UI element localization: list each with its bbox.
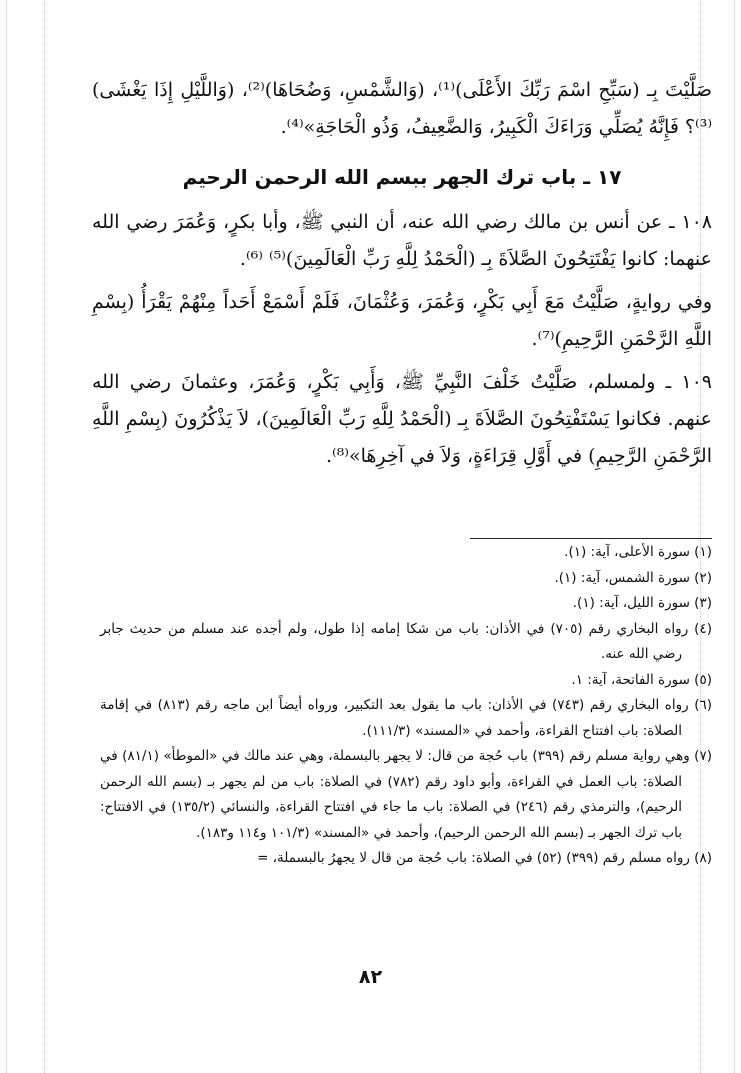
- footnote-6: (٦) رواه البخاري رقم (٧٤٣) في الأذان: باب ما يقول بعد التكبير، ورواه أيضاً ابن ماجه رقم (٨١٣) في إقامة الصلاة: باب افتتاح القراءة، وأحمد في «المسند» (١١١/٣).: [100, 697, 713, 739]
- footnote-1: (١) سورة الأعلى، آية: (١).: [564, 544, 712, 560]
- footnotes: [100, 540, 712, 872]
- hadith-108: ١٠٨ ـ عن أنس بن مالك رضي الله عنه، أن النبي ﷺ، وأبا بكرٍ، وَعُمَرَ رضي الله عنهما: كانوا يَفْتَتِحُونَ الصَّلاَةَ بِـ (الْحَمْدُ لِلَّهِ رَبِّ الْعَالَمِينَ)⁽⁵⁾ ⁽⁶⁾.: [92, 211, 712, 270]
- footnote-divider: [470, 538, 712, 539]
- footnote-4: (٤) رواه البخاري رقم (٧٠٥) في الأذان: باب من شكا إمامه إذا طول، ولم أجده عند مسلم من حديث جابر رضي الله عنه.: [100, 620, 712, 662]
- hadith-108-variant: وفي روايةٍ، صَلَّيْتُ مَعَ أَبِي بَكْرٍ، وَعُمَرَ، وَعُثْمَانَ، فَلَمْ أَسْمَعْ أَحَداً مِنْهُمْ يَقْرَأُ (بِسْمِ اللَّهِ الرَّحْمَنِ الرَّحِيمِ)⁽⁷⁾.: [92, 291, 712, 350]
- left-margin-guide: [6, 0, 7, 1073]
- continued-paragraph: صَلَّيْتَ بِـ (سَبِّحِ اسْمَ رَبِّكَ الأَعْلَى)⁽¹⁾، (وَالشَّمْسِ، وَضُحَاهَا)⁽²⁾، (وَاللَّيْلِ إِذَا يَغْشَى)⁽³⁾؟ فَإِنَّهُ يُصَلِّي وَرَاءَكَ الْكَبِيرُ، وَالضَّعِيفُ، وَذُو الْحَاجَةِ»⁽⁴⁾.: [92, 79, 712, 138]
- left-inner-margin-guide: [44, 0, 45, 1073]
- footnote-3: (٣) سورة الليل، آية: (١).: [572, 595, 712, 611]
- chapter-heading: ١٧ ـ باب ترك الجهر ببسم الله الرحمن الرحيم: [182, 165, 622, 189]
- footnote-7: (٧) وهي رواية مسلم رقم (٣٩٩) باب حُجة من قال: لا يجهر بالبسملة، وهي عند مالك في «الموطأ» (٨١/١) في الصلاة: باب العمل في القراءة، وأبو داود رقم (٧٨٢) في الصلاة: باب من لم يجهر بـ (بسم الله الرحمن الرحيم)، والترمذي رقم (٢٤٦) في الصلاة: باب ما جاء في افتتاح القراءة، والنسائي (١٣٥/٢) في الافتتاح: باب ترك الجهر بـ (بسم الله الرحمن الرحيم)، وأحمد في «المسند» (١٠١/٣ و١١٤ و١٨٣).: [100, 748, 712, 841]
- right-margin-guide: [734, 0, 735, 1073]
- main-text: [92, 72, 712, 475]
- footnote-8: (٨) رواه مسلم رقم (٣٩٩) (٥٢) في الصلاة: باب حُجة من قال لا يجهرُ بالبسملة، =: [257, 850, 712, 866]
- footnote-5: (٥) سورة الفاتحة، آية: ١.: [571, 671, 712, 688]
- footnote-2: (٢) سورة الشمس، آية: (١).: [554, 569, 712, 586]
- hadith-109: ١٠٩ ـ ولمسلم، صَلَّيْتُ خَلْفَ النَّبِيِّ ﷺ، وَأَبِي بَكْرٍ، وَعُمَرَ، وعثمانَ رضي الله عنهم. فكانوا يَسْتَفْتِحُونَ الصَّلاَةَ بِـ (الْحَمْدُ لِلَّهِ رَبِّ الْعَالَمِينَ)، لاَ يَذْكُرُونَ (بِسْمِ اللَّهِ الرَّحْمَنِ الرَّحِيمِ) في أَوَّلِ قِرَاءَةٍ، وَلاَ في آخِرِهَا»⁽⁸⁾.: [92, 371, 712, 467]
- page-number: ٨٢: [358, 966, 383, 988]
